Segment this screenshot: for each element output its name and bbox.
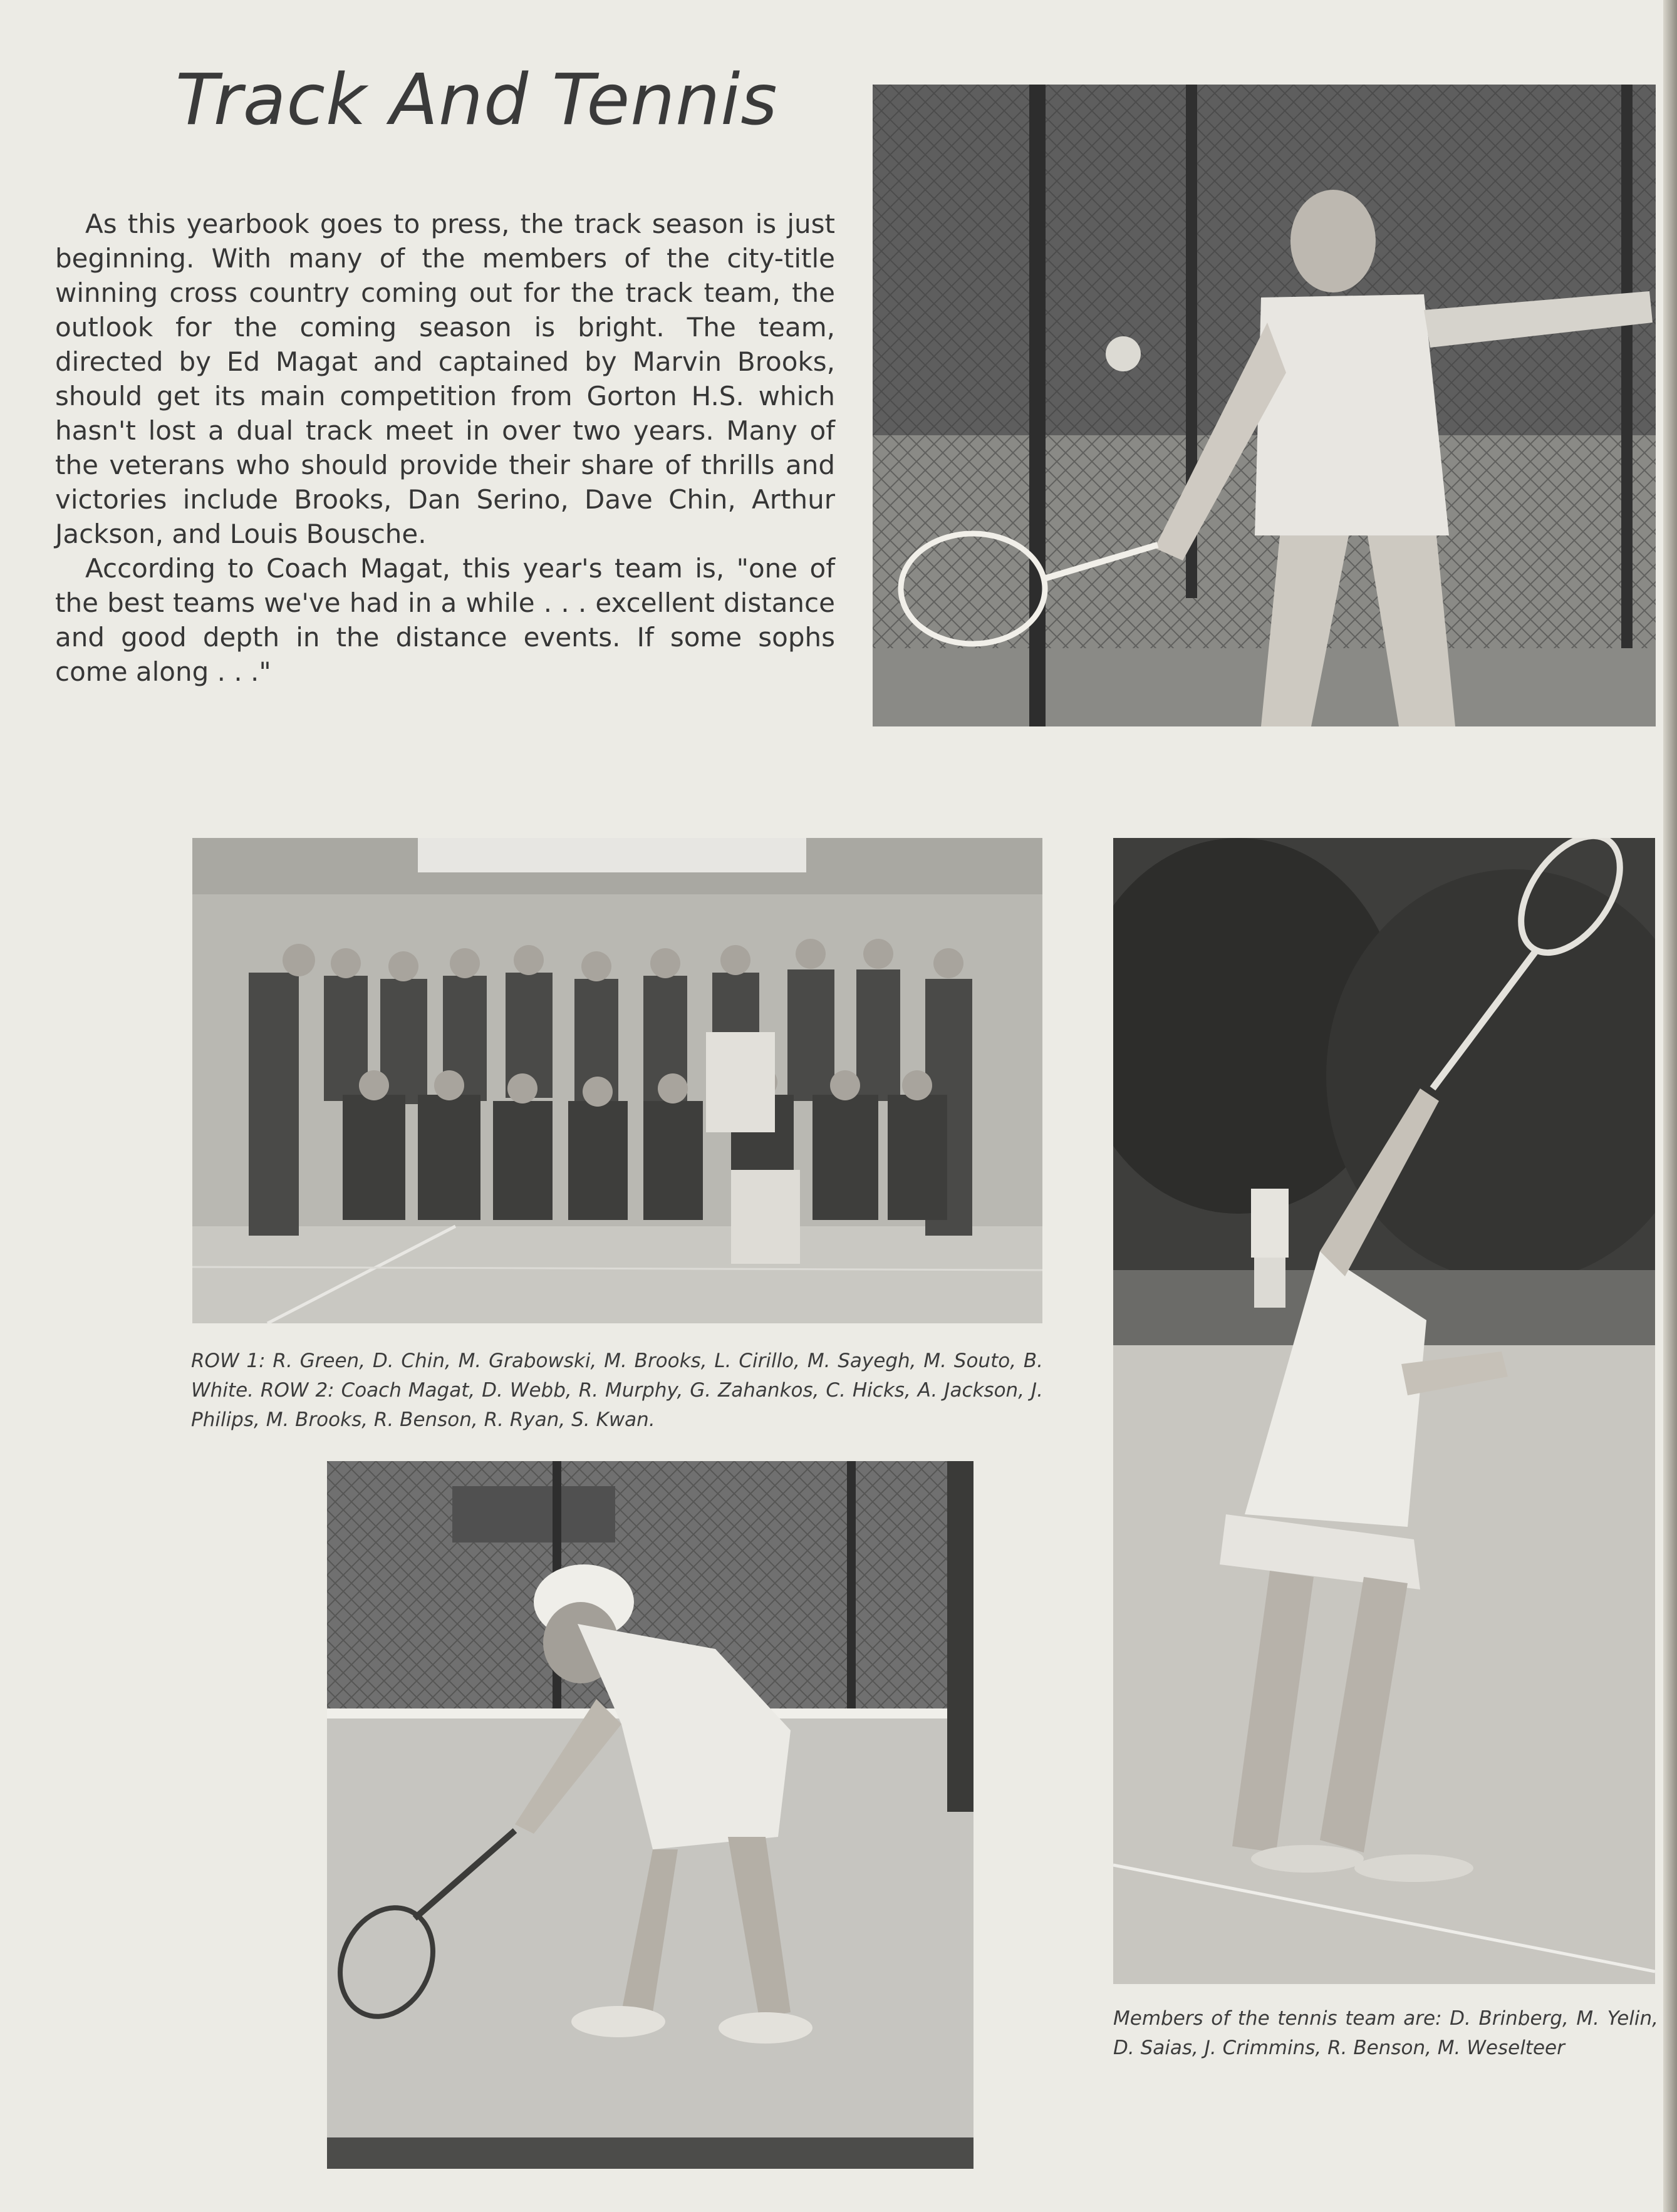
tennis-forehand-photo	[873, 85, 1656, 726]
tennis-serve-photo	[1113, 838, 1655, 1984]
page-title: Track And Tennis	[175, 59, 778, 141]
page-binding-edge	[1663, 0, 1677, 2212]
tennis-ready-stance-photo	[327, 1461, 973, 2169]
article-paragraph: As this yearbook goes to press, the track season is just beginning. With many of the members of the city-title winning cross country coming out for the track team, the outlook for the coming season is bright. The team, directed by Ed Magat and captained by Marvin Brooks, should get its main competition from Gorton H.S. which hasn't lost a dual track meet in over two years. Many of the veterans who should provide their share of thrills and victories include Brooks, Dan Serino, Dave Chin, Arthur Jackson, and Louis Bousche.	[55, 209, 835, 549]
tennis-team-caption: Members of the tennis team are: D. Brinberg, M. Yelin, D. Saias, J. Crimmins, R. Benson, M. Weselteer	[1113, 2007, 1658, 2059]
track-team-photo	[192, 838, 1042, 1323]
article-text	[55, 207, 835, 689]
article-paragraph: According to Coach Magat, this year's team is, "one of the best teams we've had in a while . . . excellent distance and good depth in the distance events. If some sophs come along . . ."	[55, 553, 835, 687]
track-team-caption: ROW 1: R. Green, D. Chin, M. Grabowski, M. Brooks, L. Cirillo, M. Sayegh, M. Souto, B. White. ROW 2: Coach Magat, D. Webb, R. Murphy, G. Zahankos, C. Hicks, A. Jackson, J. Philips, M. Brooks, R. Benson, R. Ryan, S. Kwan.	[191, 1350, 1043, 1431]
